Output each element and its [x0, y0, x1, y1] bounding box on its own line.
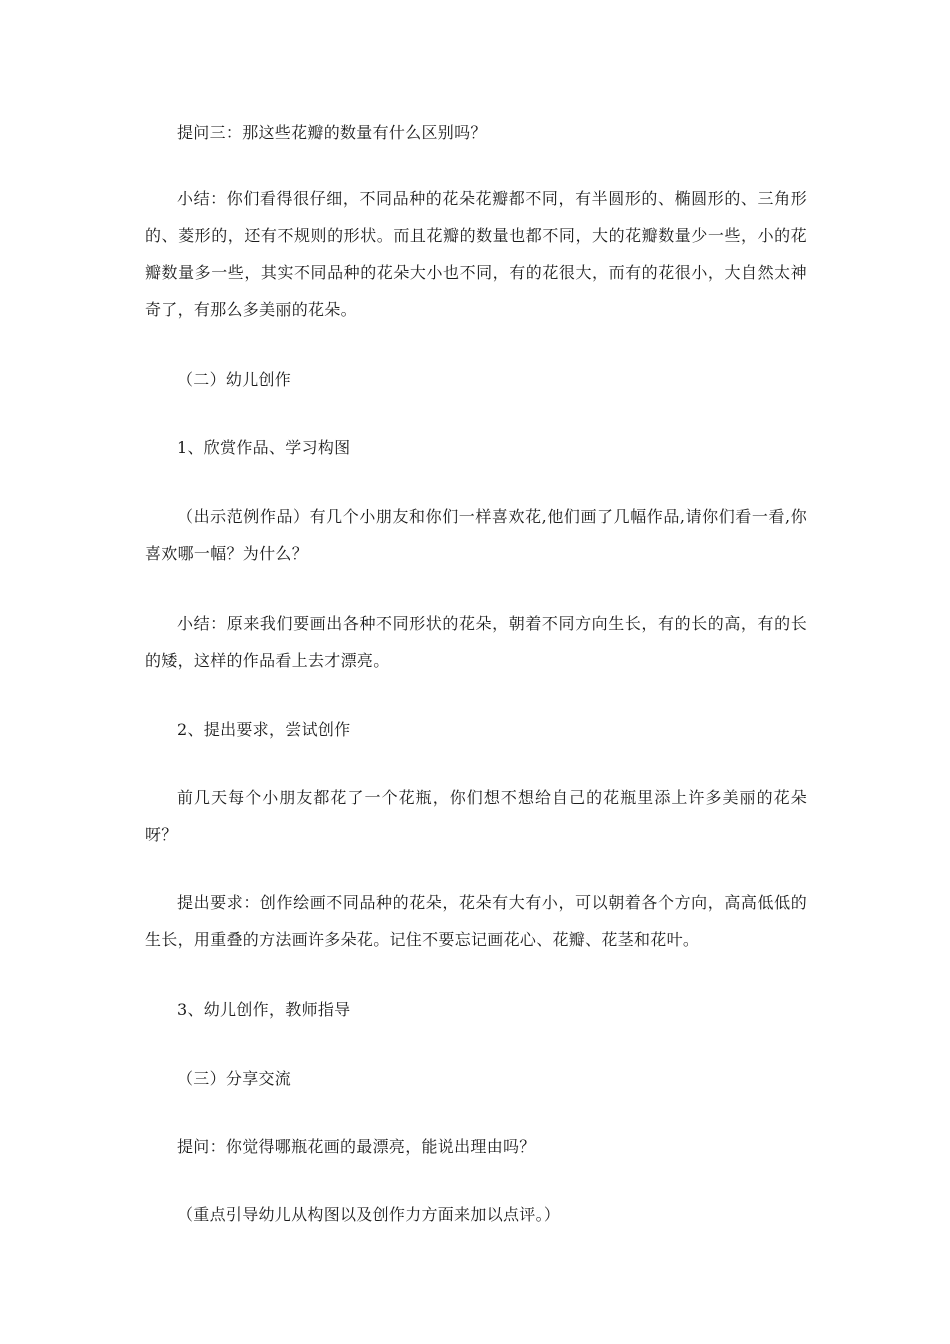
vase-paragraph: 前几天每个小朋友都花了一个花瓶，你们想不想给自己的花瓶里添上许多美丽的花朵呀？: [145, 788, 807, 844]
section-two-heading: （二）幼儿创作: [177, 370, 292, 389]
note-paragraph: （重点引导幼儿从构图以及创作力方面来加以点评。）: [177, 1205, 561, 1224]
step-two-heading: 2、提出要求，尝试创作: [177, 720, 351, 739]
question-three: 提问三：那这些花瓣的数量有什么区别吗？: [177, 123, 487, 142]
section-three-heading: （三）分享交流: [177, 1069, 292, 1088]
show-examples-paragraph: （出示范例作品）有几个小朋友和你们一样喜欢花,他们画了几幅作品,请你们看一看,你喜欢哪一幅？为什么？: [145, 507, 807, 563]
summary-shapes: 小结：原来我们要画出各种不同形状的花朵，朝着不同方向生长，有的长的高，有的长的矮，这样的作品看上去才漂亮。: [145, 614, 807, 670]
step-three-heading: 3、幼儿创作，教师指导: [177, 1000, 351, 1019]
requirements-paragraph: 提出要求：创作绘画不同品种的花朵，花朵有大有小，可以朝着各个方向，高高低低的生长，用重叠的方法画许多朵花。记住不要忘记画花心、花瓣、花茎和花叶。: [145, 893, 807, 949]
question-paragraph: 提问：你觉得哪瓶花画的最漂亮，能说出理由吗？: [177, 1137, 536, 1156]
summary-petals: 小结：你们看得很仔细，不同品种的花朵花瓣都不同，有半圆形的、椭圆形的、三角形的、菱形的，还有不规则的形状。而且花瓣的数量也都不同，大的花瓣数量少一些，小的花瓣数量多一些，其实不同品种的花朵大小也不同，有的花很大，而有的花很小，大自然太神奇了，有那么多美丽的花朵。: [145, 189, 807, 319]
step-one-heading: 1、欣赏作品、学习构图: [177, 438, 351, 457]
